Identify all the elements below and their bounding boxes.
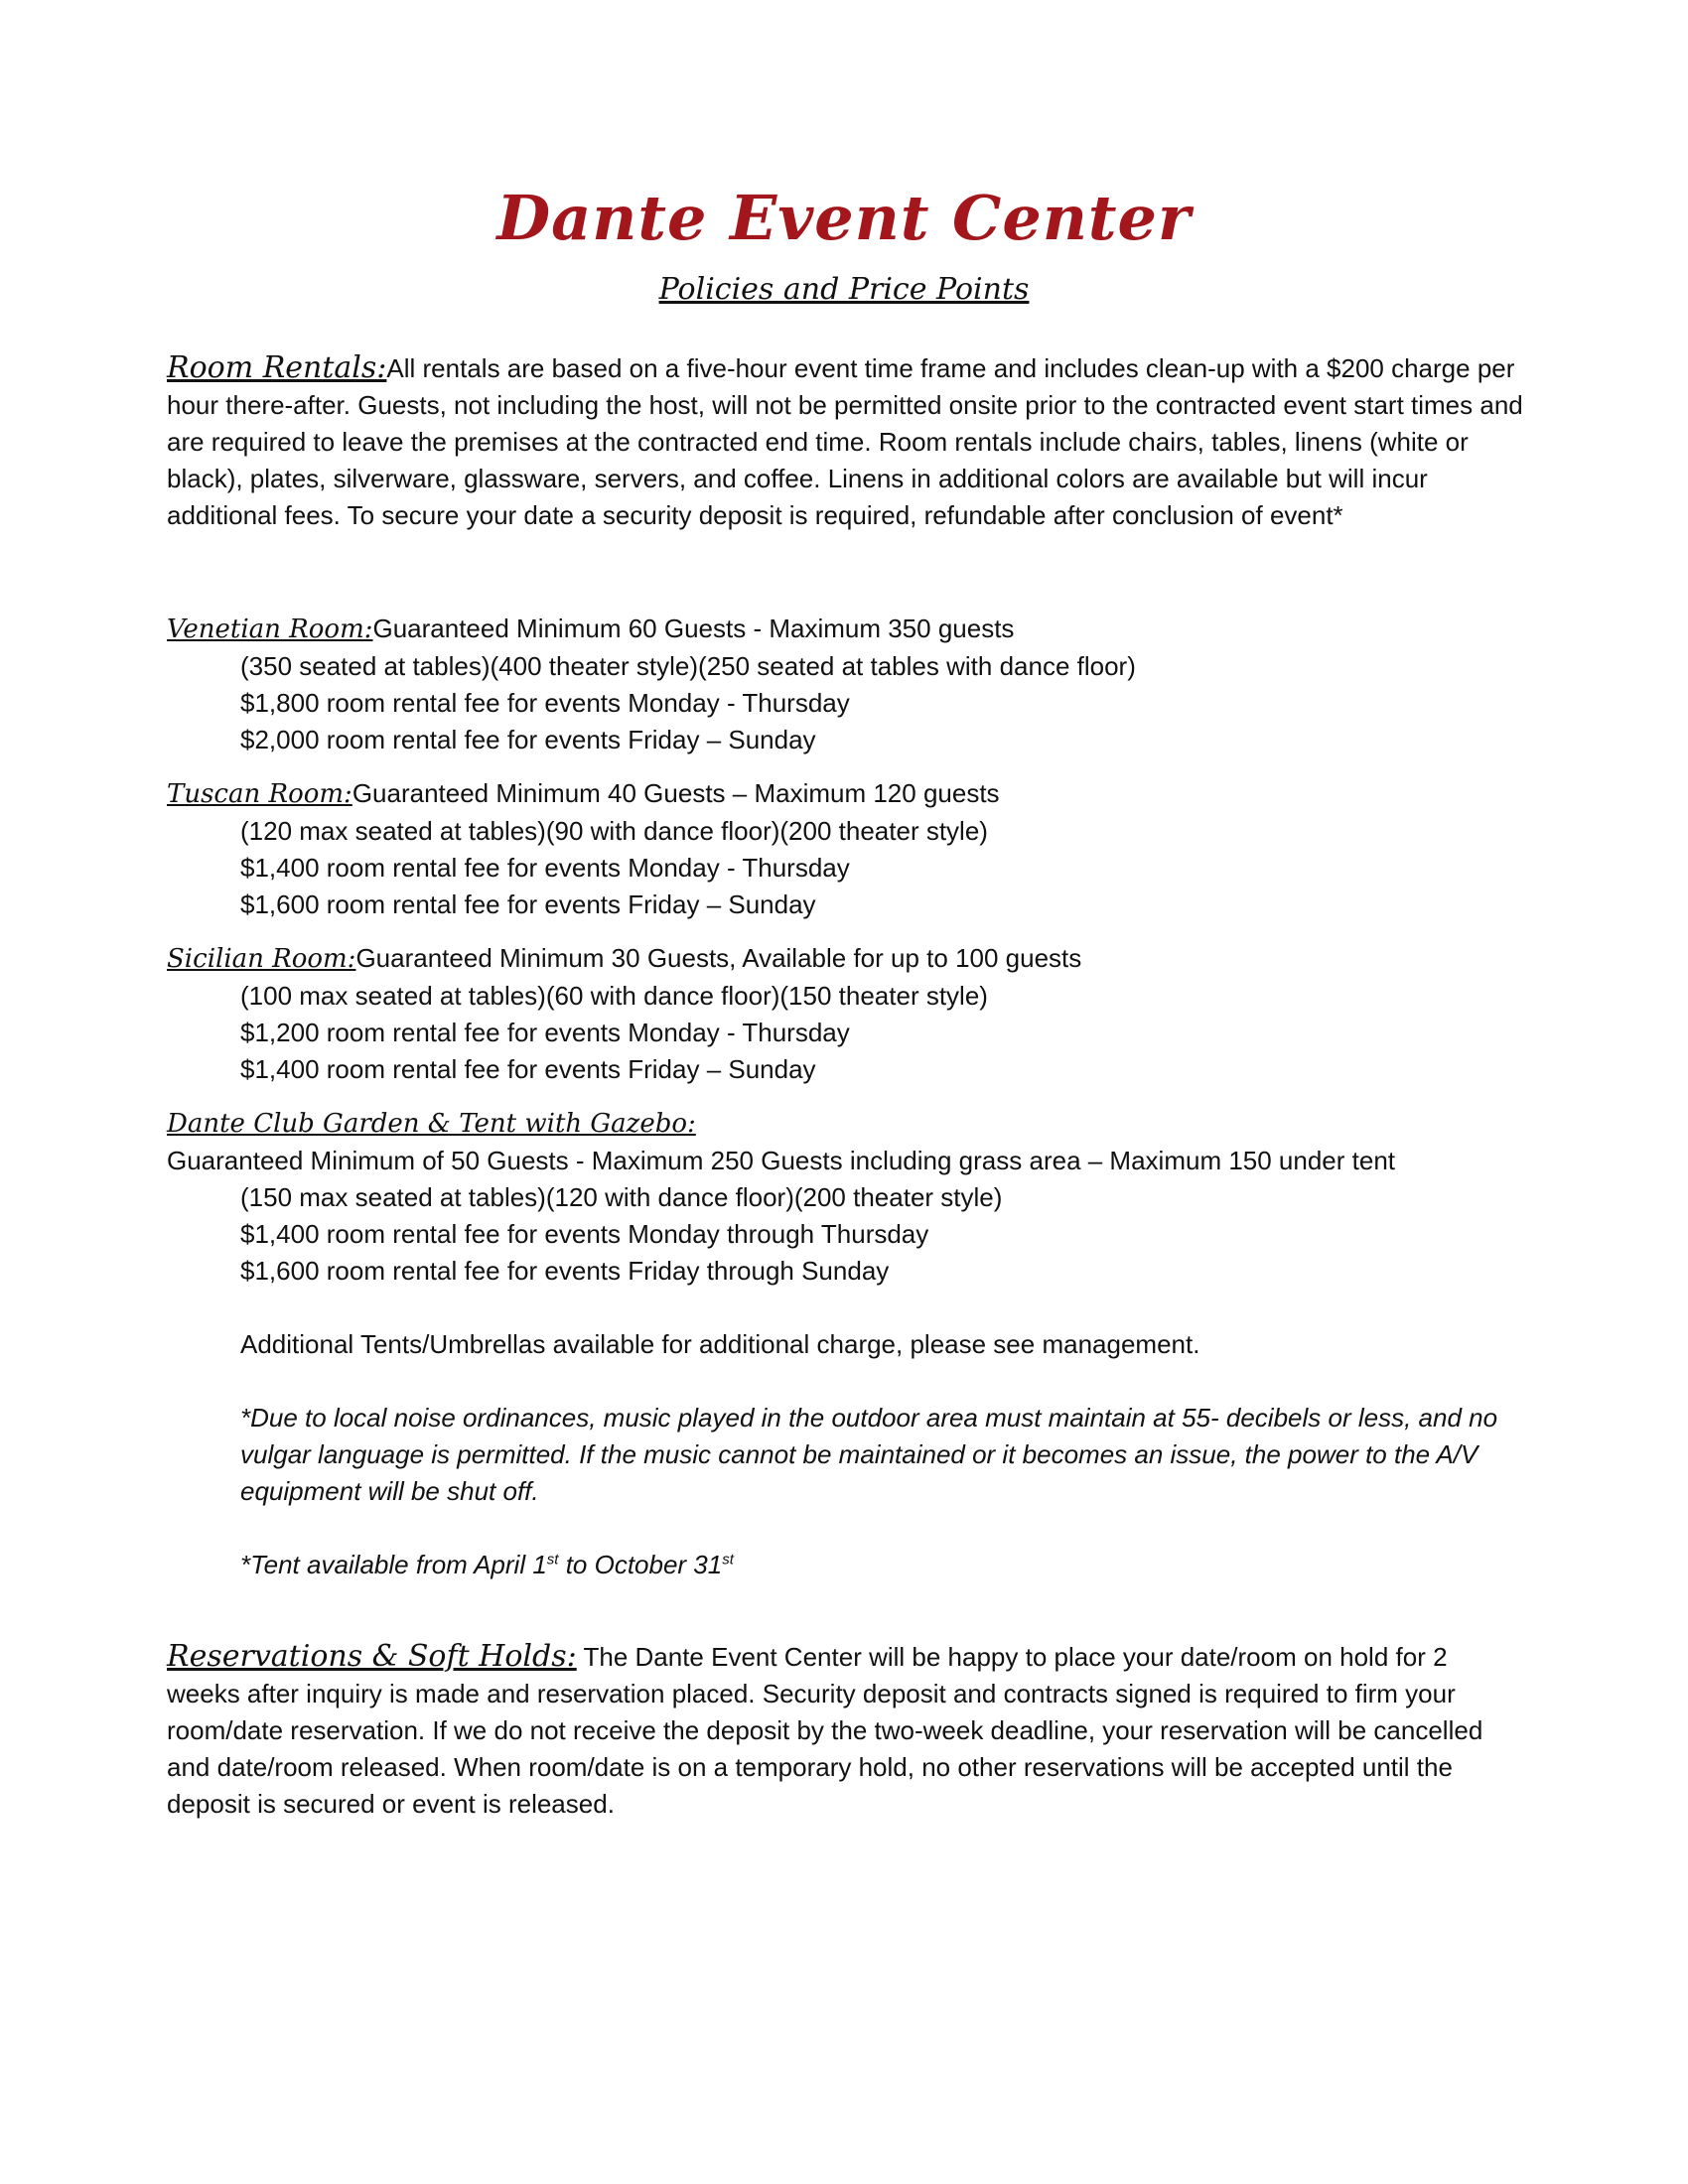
page-subtitle: Policies and Price Points [658,272,1030,307]
garden-tent-availability [167,1547,1527,1583]
reservations-heading: Reservations & Soft Holds: [167,1639,577,1674]
tuscan-room-seating: (120 max seated at tables)(90 with dance floor)(200 theater style) [240,816,988,846]
sicilian-room-line [167,940,1527,978]
tent-note-mid: to October 31 [558,1550,723,1579]
tent-note-sup-2: st [722,1551,734,1569]
garden-weekday-fee: $1,400 room rental fee for events Monday through Thursday [240,1219,929,1249]
page-title: Dante Event Center [496,182,1192,254]
venetian-room-weekday-fee: $1,800 room rental fee for events Monday - Thursday [240,688,850,718]
garden-additional-tents: Additional Tents/Umbrellas available for additional charge, please see management. [240,1329,1200,1359]
venetian-room-line [167,611,1527,648]
sicilian-room-weekday-fee: $1,200 room rental fee for events Monday - Thursday [240,1018,850,1047]
garden-seating: (150 max seated at tables)(120 with dance floor)(200 theater style) [240,1182,1003,1212]
garden-noise-note: *Due to local noise ordinances, music played in the outdoor area must maintain at 55- decibels or less, and no vulgar language is permitted. If the music cannot be maintained or it becomes an issue, the power to the A/V equipment will be shut off. [240,1403,1498,1506]
garden-section [167,1105,1527,1583]
tuscan-room-section [167,775,1527,923]
room-rentals-heading: Room Rentals: [167,350,387,385]
garden-weekend-fee: $1,600 room rental fee for events Friday through Sunday [240,1256,890,1286]
sicilian-room-section [167,940,1527,1088]
room-rentals-paragraph [167,349,1527,534]
tent-note-start: *Tent available from April 1 [240,1550,547,1579]
reservations-paragraph [167,1638,1527,1823]
room-rentals-text: All rentals are based on a five-hour event time frame and includes clean-up with a $200 charge per hour there-after. Guests, not including the host, will not be permitted onsite prior to the contracted event start times and are required to leave the premises at the contracted end time. Room rentals include chairs, tables, linens (white or black), plates, silverware, glassware, servers, and coffee. Linens in additional colors are available but will incur additional fees. To secure your date a security deposit is required, refundable after conclusion of event* [167,353,1523,530]
tuscan-room-weekend-fee: $1,600 room rental fee for events Friday – Sunday [240,889,816,919]
sicilian-room-capacity: Guaranteed Minimum 30 Guests, Available for up to 100 guests [355,943,1082,973]
venetian-room-weekend-fee: $2,000 room rental fee for events Friday – Sunday [240,725,816,754]
reservations-text: The Dante Event Center will be happy to place your date/room on hold for 2 weeks after inquiry is made and reservation placed. Security deposit and contracts signed is required to firm your room/date reservation. If we do not receive the deposit by the two-week deadline, your reservation will be cancelled and date/room released. When room/date is on a temporary hold, no other reservations will be accepted until the deposit is secured or event is released. [167,1642,1483,1819]
venetian-room-seating: (350 seated at tables)(400 theater style)(250 seated at tables with dance floor) [240,651,1136,681]
tuscan-room-heading: Tuscan Room: [167,779,352,809]
garden-heading-line [167,1105,1527,1143]
sicilian-room-seating: (100 max seated at tables)(60 with dance floor)(150 theater style) [240,981,988,1011]
venetian-room-capacity: Guaranteed Minimum 60 Guests - Maximum 350 guests [372,614,1015,643]
tuscan-room-capacity: Guaranteed Minimum 40 Guests – Maximum 120 guests [352,778,1000,808]
tuscan-room-weekday-fee: $1,400 room rental fee for events Monday - Thursday [240,853,850,883]
tuscan-room-line [167,775,1527,813]
garden-capacity: Guaranteed Minimum of 50 Guests - Maximum 250 Guests including grass area – Maximum 150 under tent [167,1146,1396,1175]
room-rentals-section [167,349,1527,534]
reservations-section [167,1638,1527,1823]
sicilian-room-heading: Sicilian Room: [167,944,356,974]
venetian-room-heading: Venetian Room: [167,614,373,644]
garden-heading: Dante Club Garden & Tent with Gazebo: [167,1109,696,1139]
tent-note-sup-1: st [546,1551,559,1569]
venetian-room-section [167,611,1527,758]
sicilian-room-weekend-fee: $1,400 room rental fee for events Friday – Sunday [240,1054,816,1084]
